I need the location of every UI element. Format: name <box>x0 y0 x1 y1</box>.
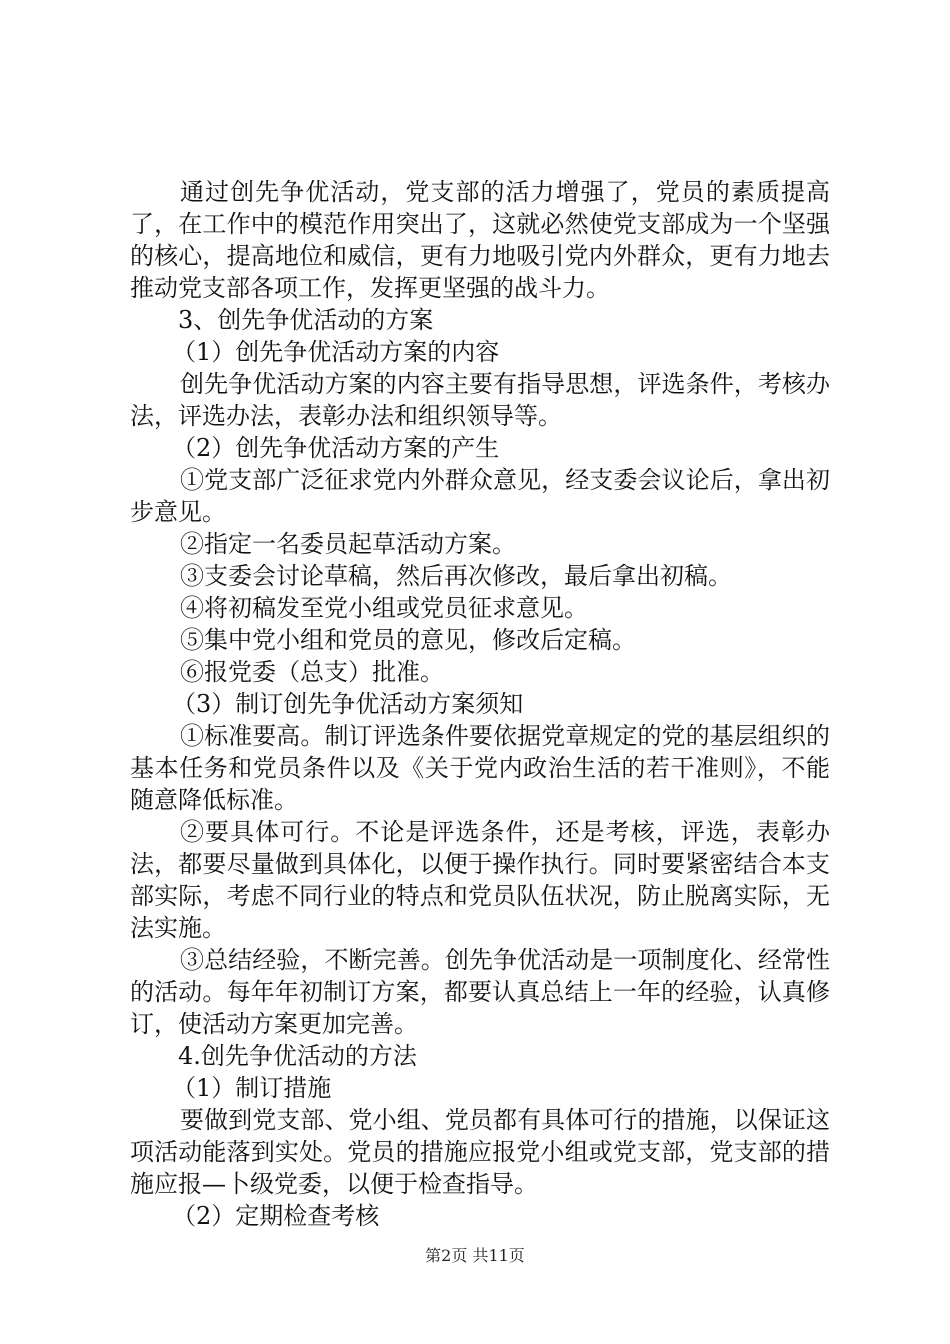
list-item-note-3: ③总结经验，不断完善。创先争优活动是一项制度化、经常性的活动。每年年初制订方案，都要认真总结上一年的经验，认真修订，使活动方案更加完善。 <box>130 946 830 1038</box>
paragraph-plan-content: 创先争优活动方案的内容主要有指导思想，评选条件，考核办法，评选办法，表彰办法和组织领导等。 <box>130 370 830 430</box>
document-body <box>130 176 830 1232</box>
list-item-step-6: ⑥报党委（总支）批准。 <box>180 658 444 686</box>
subheading-measures: （1）制订措施 <box>172 1074 332 1102</box>
list-item-note-2: ②要具体可行。不论是评选条件，还是考核，评选，表彰办法，都要尽量做到具体化，以便于操作执行。同时要紧密结合本支部实际，考虑不同行业的特点和党员队伍状况，防止脱离实际，无法实施。 <box>130 818 830 942</box>
paragraph-measures: 要做到党支部、党小组、党员都有具体可行的措施，以保证这项活动能落到实处。党员的措施应报党小组或党支部，党支部的措施应报—卜级党委，以便于检查指导。 <box>130 1106 830 1198</box>
section-heading-3: 3、创先争优活动的方案 <box>178 306 434 334</box>
subheading-periodic-check: （2）定期检查考核 <box>172 1202 380 1230</box>
subheading-plan-content: （1）创先争优活动方案的内容 <box>172 338 500 366</box>
list-item-step-1: ①党支部广泛征求党内外群众意见，经支委会议论后，拿出初步意见。 <box>130 466 830 526</box>
list-item-step-5: ⑤集中党小组和党员的意见，修改后定稿。 <box>180 626 636 654</box>
list-item-note-1: ①标准要高。制订评选条件要依据党章规定的党的基层组织的基本任务和党员条件以及《关于党内政治生活的若干准则》，不能随意降低标准。 <box>130 722 830 814</box>
list-item-step-3: ③支委会讨论草稿，然后再次修改，最后拿出初稿。 <box>180 562 732 590</box>
paragraph-intro: 通过创先争优活动，党支部的活力增强了，党员的素质提高了，在工作中的模范作用突出了，这就必然使党支部成为一个坚强的核心，提高地位和威信，更有力地吸引党内外群众，更有力地去推动党支部各项工作，发挥更坚强的战斗力。 <box>130 178 830 302</box>
subheading-plan-notes: （3）制订创先争优活动方案须知 <box>172 690 524 718</box>
subheading-plan-generation: （2）创先争优活动方案的产生 <box>172 434 500 462</box>
list-item-step-4: ④将初稿发至党小组或党员征求意见。 <box>180 594 588 622</box>
list-item-step-2: ②指定一名委员起草活动方案。 <box>180 530 516 558</box>
section-heading-4: 4.创先争优活动的方法 <box>178 1042 417 1070</box>
page-footer: 第2页 共11页 <box>425 1246 525 1265</box>
